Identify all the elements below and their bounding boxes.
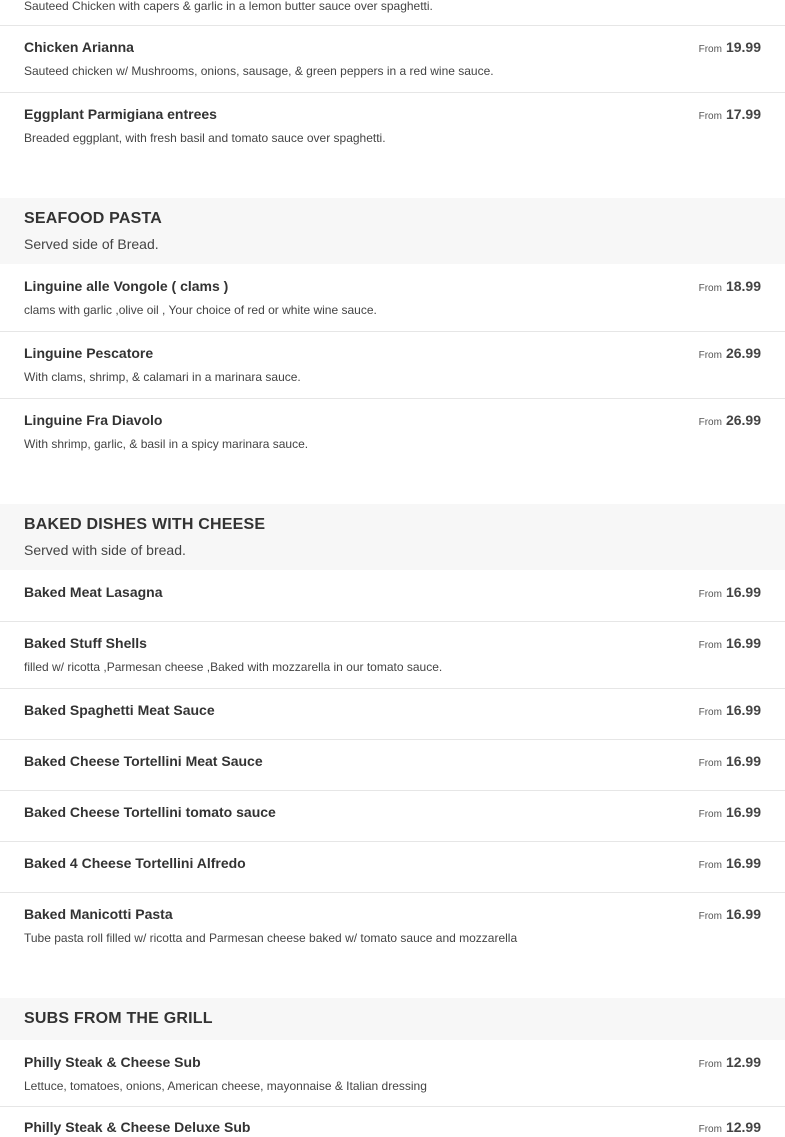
price-prefix: From (698, 911, 722, 922)
menu-item-baked-4-cheese-alfredo[interactable] (0, 842, 785, 893)
price-amount: 12.99 (725, 1119, 761, 1135)
item-name: Baked Cheese Tortellini Meat Sauce (24, 753, 263, 769)
price-amount: 19.99 (725, 39, 761, 55)
price-prefix: From (698, 860, 722, 871)
menu-item-linguine-vongole[interactable] (0, 265, 785, 332)
section-header-seafood-pasta (0, 198, 785, 264)
item-name: Philly Steak & Cheese Sub (24, 1054, 201, 1070)
item-description: Tube pasta roll filled w/ ricotta and Parmesan cheese baked w/ tomato sauce and mozzarella (24, 931, 518, 945)
menu-item-baked-spaghetti-meat-sauce[interactable] (0, 689, 785, 740)
item-price (699, 855, 761, 873)
section-subtitle: Served side of Bread. (24, 236, 159, 252)
menu-item-linguine-fra-diavolo[interactable] (0, 399, 785, 504)
section-subtitle: Served with side of bread. (24, 542, 186, 558)
price-prefix: From (698, 283, 722, 294)
menu-item-baked-meat-lasagna[interactable] (0, 571, 785, 622)
price-amount: 16.99 (725, 906, 761, 922)
price-prefix: From (698, 111, 722, 122)
price-prefix: From (698, 44, 722, 55)
price-amount: 16.99 (725, 753, 761, 769)
section-title: BAKED DISHES WITH CHEESE (24, 516, 266, 533)
item-price (699, 635, 761, 653)
menu-item-linguine-pescatore[interactable] (0, 332, 785, 399)
menu-item-chicken-arianna[interactable] (0, 26, 785, 93)
item-description: Lettuce, tomatoes, onions, American cheese, mayonnaise & Italian dressing (24, 1079, 427, 1093)
price-amount: 16.99 (725, 635, 761, 651)
section-title: SEAFOOD PASTA (24, 210, 163, 227)
item-name: Linguine Fra Diavolo (24, 412, 163, 428)
item-price (699, 753, 761, 771)
item-name: Chicken Arianna (24, 39, 134, 55)
item-price (699, 906, 761, 924)
item-name: Baked Stuff Shells (24, 635, 147, 651)
price-amount: 26.99 (725, 345, 761, 361)
price-amount: 16.99 (725, 855, 761, 871)
price-prefix: From (698, 1124, 722, 1135)
item-price (699, 1119, 761, 1137)
item-name: Linguine alle Vongole ( clams ) (24, 278, 229, 294)
item-description: filled w/ ricotta ,Parmesan cheese ,Baked with mozzarella in our tomato sauce. (24, 660, 443, 674)
item-description: clams with garlic ,olive oil , Your choice of red or white wine sauce. (24, 303, 377, 317)
menu-item-eggplant-parmigiana[interactable] (0, 93, 785, 198)
item-description: Sauteed chicken w/ Mushrooms, onions, sausage, & green peppers in a red wine sauce. (24, 64, 494, 78)
item-name: Baked Manicotti Pasta (24, 906, 173, 922)
item-price (699, 106, 761, 124)
item-description: With clams, shrimp, & calamari in a marinara sauce. (24, 370, 301, 384)
item-description: Breaded eggplant, with fresh basil and tomato sauce over spaghetti. (24, 131, 386, 145)
price-amount: 16.99 (725, 702, 761, 718)
price-amount: 16.99 (725, 584, 761, 600)
menu-item[interactable] (0, 0, 785, 26)
price-amount: 16.99 (725, 804, 761, 820)
price-amount: 26.99 (725, 412, 761, 428)
section-header-baked-dishes (0, 504, 785, 570)
price-prefix: From (698, 589, 722, 600)
item-price (699, 412, 761, 430)
price-prefix: From (698, 758, 722, 769)
item-name: Baked Cheese Tortellini tomato sauce (24, 804, 276, 820)
menu-item-philly-steak[interactable] (0, 1041, 785, 1107)
menu-item-philly-steak-deluxe[interactable] (0, 1107, 785, 1135)
menu-item-baked-stuff-shells[interactable] (0, 622, 785, 689)
item-name: Baked Meat Lasagna (24, 584, 163, 600)
price-amount: 18.99 (725, 278, 761, 294)
price-prefix: From (698, 1059, 722, 1070)
menu-item-baked-manicotti[interactable] (0, 893, 785, 998)
menu-item-baked-tortellini-meat[interactable] (0, 740, 785, 791)
item-price (699, 804, 761, 822)
item-description: Sauteed Chicken with capers & garlic in a lemon butter sauce over spaghetti. (24, 0, 433, 13)
section-header-subs (0, 998, 785, 1040)
price-prefix: From (698, 809, 722, 820)
item-description: With shrimp, garlic, & basil in a spicy marinara sauce. (24, 437, 309, 451)
price-amount: 17.99 (725, 106, 761, 122)
item-name: Philly Steak & Cheese Deluxe Sub (24, 1119, 251, 1135)
menu-item-baked-tortellini-tomato[interactable] (0, 791, 785, 842)
item-price (699, 702, 761, 720)
item-name: Eggplant Parmigiana entrees (24, 106, 217, 122)
item-price (699, 1054, 761, 1072)
item-price (699, 278, 761, 296)
price-amount: 12.99 (725, 1054, 761, 1070)
item-name: Baked Spaghetti Meat Sauce (24, 702, 215, 718)
item-name: Linguine Pescatore (24, 345, 154, 361)
price-prefix: From (698, 417, 722, 428)
item-price (699, 39, 761, 57)
price-prefix: From (698, 707, 722, 718)
item-price (699, 345, 761, 363)
item-price (699, 584, 761, 602)
item-name: Baked 4 Cheese Tortellini Alfredo (24, 855, 246, 871)
price-prefix: From (698, 640, 722, 651)
price-prefix: From (698, 350, 722, 361)
section-title: SUBS FROM THE GRILL (24, 1010, 213, 1027)
